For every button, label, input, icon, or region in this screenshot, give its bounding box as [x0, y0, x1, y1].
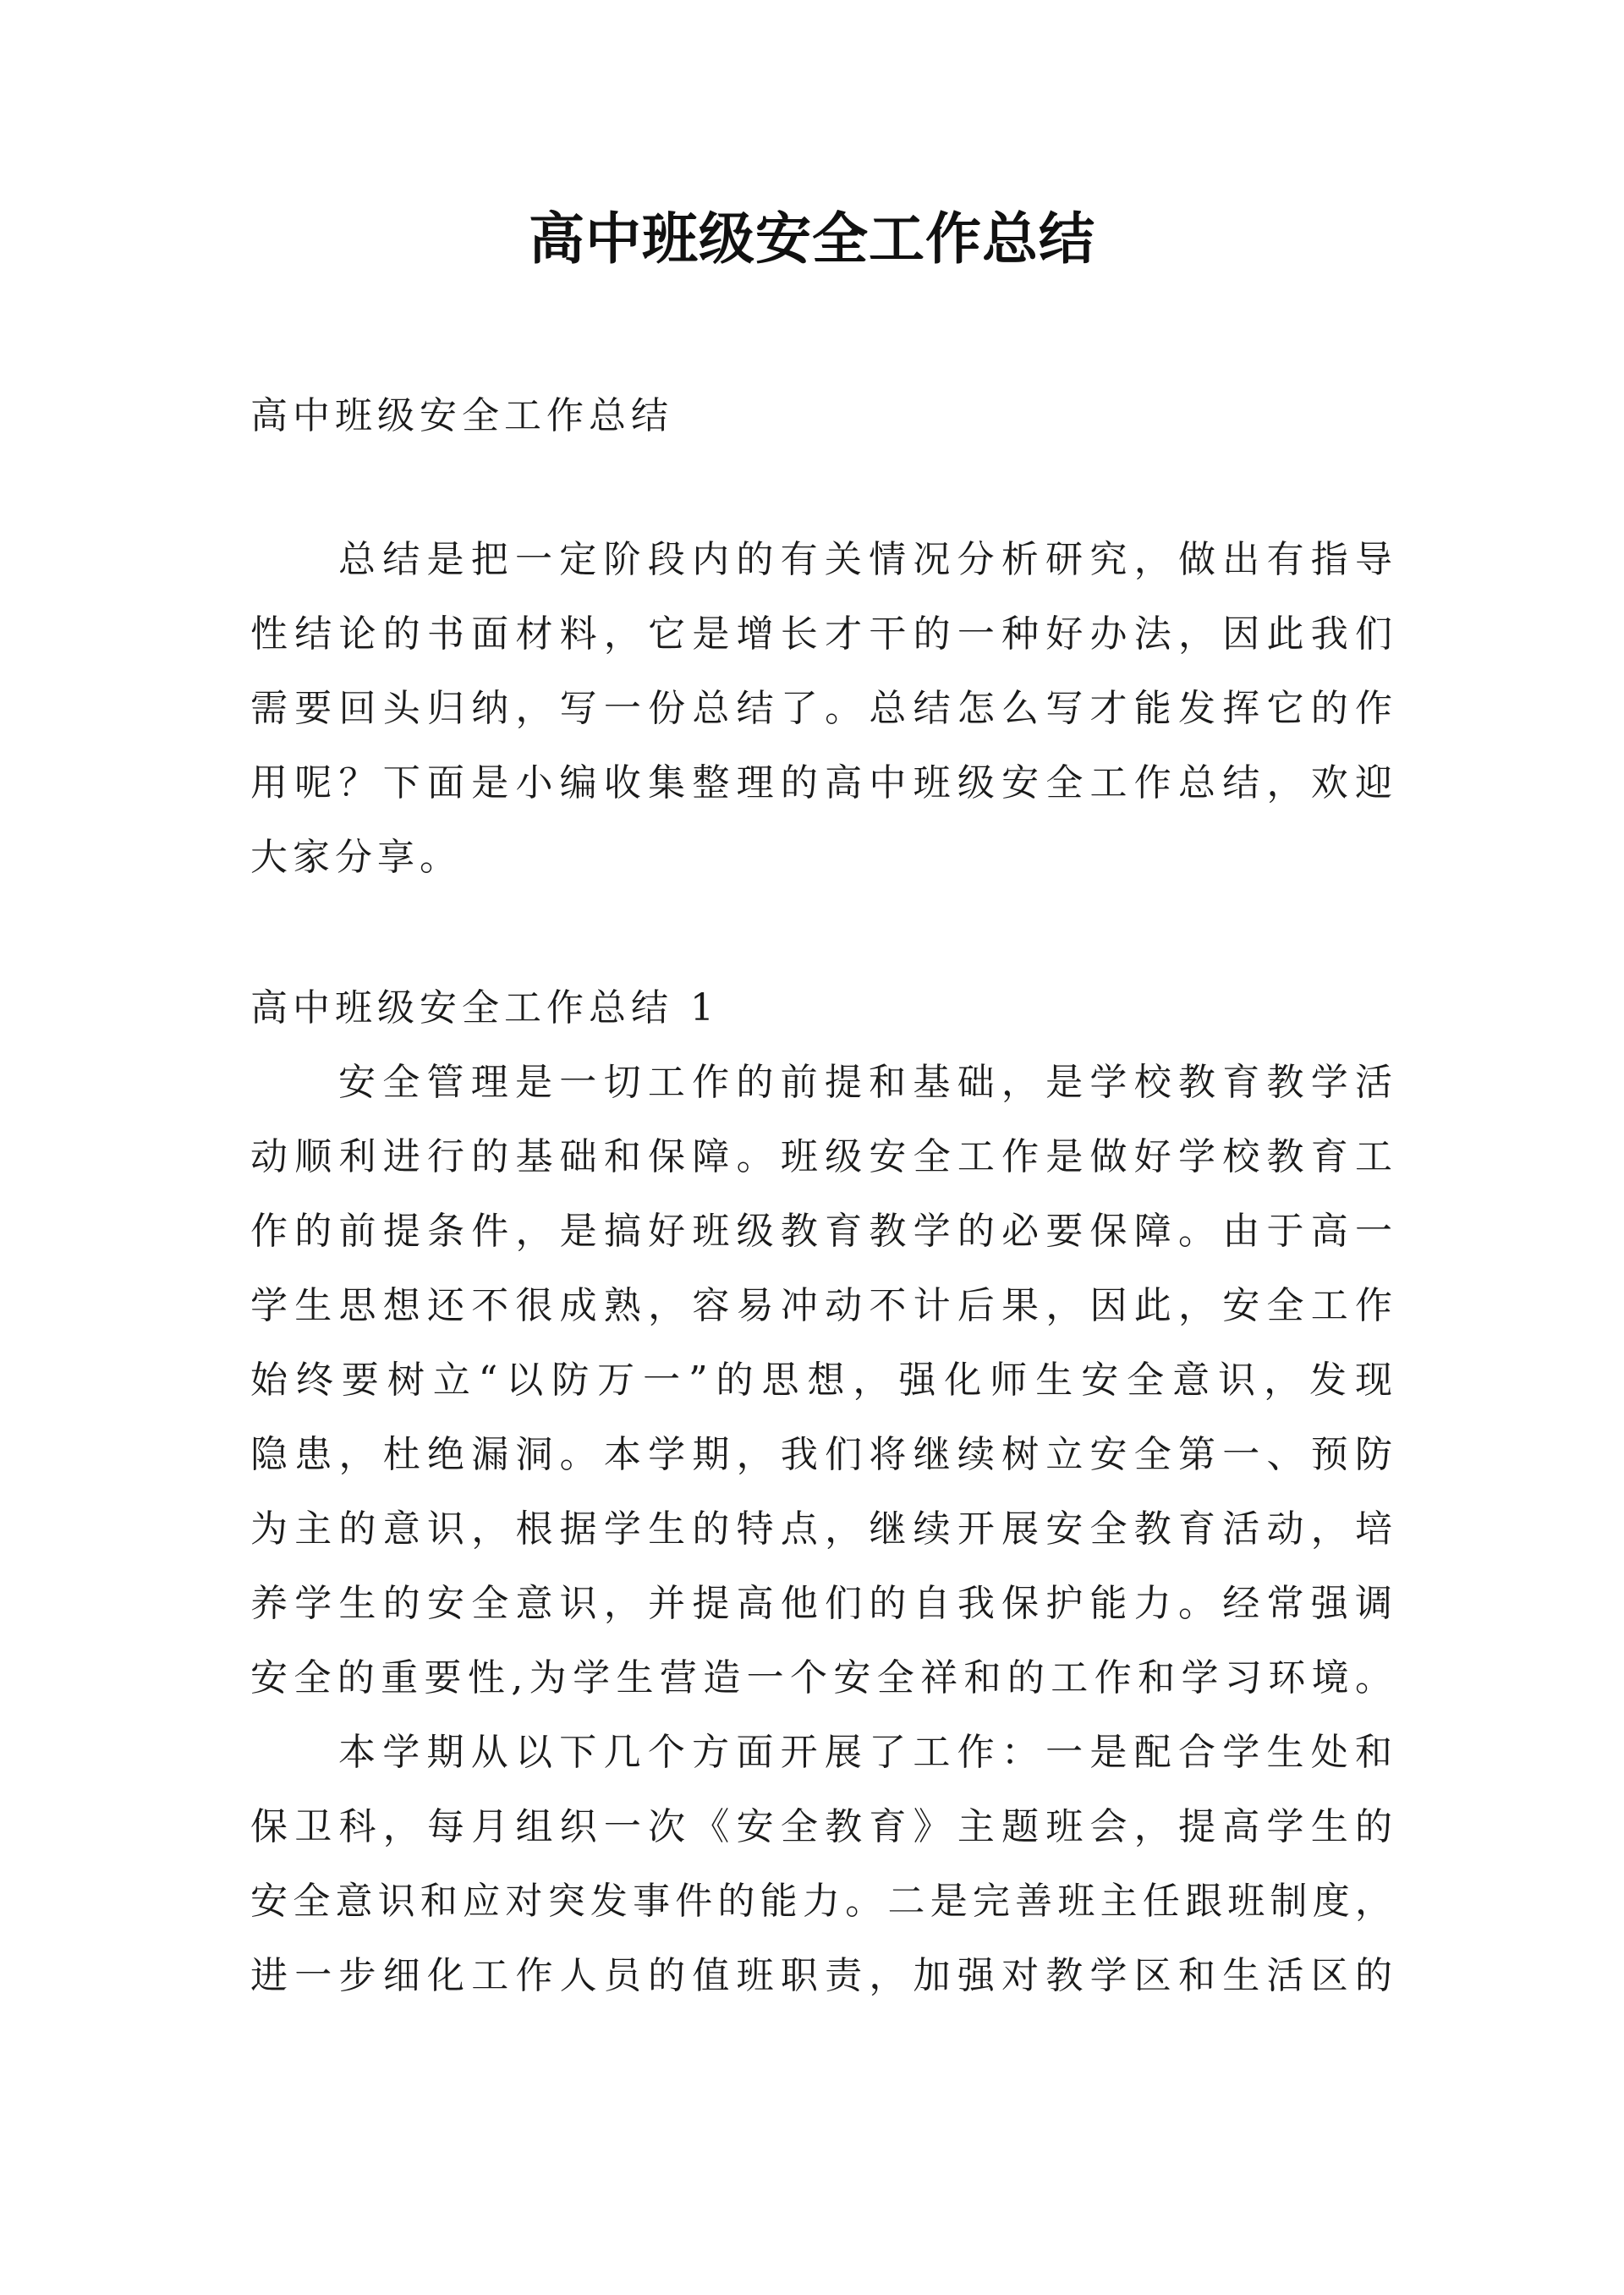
paragraph-1	[250, 1046, 1392, 1716]
paragraph-line: 安全管理是一切工作的前提和基础，是学校教育教学活	[338, 1061, 1392, 1104]
paragraph-line: 本学期从以下几个方面开展了工作：一是配合学生处和	[338, 1731, 1392, 1774]
paragraph-line: 保卫科，每月组织一次《安全教育》主题班会，提高学生的	[250, 1805, 1392, 1848]
paragraph-line: 总结是把一定阶段内的有关情况分析研究，做出有指导	[338, 538, 1392, 581]
paragraph-line: 为主的意识，根据学生的特点，继续开展安全教育活动，培	[250, 1507, 1392, 1551]
document-body	[250, 379, 1392, 2013]
paragraph-line: 需要回头归纳，写一份总结了。总结怎么写才能发挥它的作	[250, 687, 1392, 730]
paragraph-2	[250, 1716, 1392, 2013]
paragraph-line: 学生思想还不很成熟，容易冲动不计后果，因此，安全工作	[250, 1284, 1392, 1327]
paragraph-line: 安全意识和应对突发事件的能力。二是完善班主任跟班制度，	[250, 1880, 1392, 1923]
paragraph-line: 始终要树立“以防万一”的思想，强化师生安全意识，发现	[250, 1359, 1392, 1402]
paragraph-line: 大家分享。	[250, 836, 462, 879]
section-heading: 高中班级安全工作总结 1	[250, 986, 719, 1029]
paragraph-line: 安全的重要性,为学生营造一个安全祥和的工作和学习环境。	[250, 1656, 1392, 1699]
document-title: 高中班级安全工作总结	[529, 206, 1095, 272]
paragraph-line: 性结论的书面材料，它是增长才干的一种好办法，因此我们	[250, 612, 1392, 656]
paragraph-line: 用呢？下面是小编收集整理的高中班级安全工作总结，欢迎	[250, 761, 1392, 804]
paragraph-line: 动顺利进行的基础和保障。班级安全工作是做好学校教育工	[250, 1135, 1392, 1178]
intro-paragraph	[250, 523, 1392, 895]
paragraph-line: 进一步细化工作人员的值班职责，加强对教学区和生活区的	[250, 1954, 1392, 1997]
paragraph-line: 养学生的安全意识，并提高他们的自我保护能力。经常强调	[250, 1582, 1392, 1625]
paragraph-line: 作的前提条件，是搞好班级教育教学的必要保障。由于高一	[250, 1210, 1392, 1253]
document-subtitle: 高中班级安全工作总结	[250, 394, 673, 437]
paragraph-line: 隐患，杜绝漏洞。本学期，我们将继续树立安全第一、预防	[250, 1433, 1392, 1476]
